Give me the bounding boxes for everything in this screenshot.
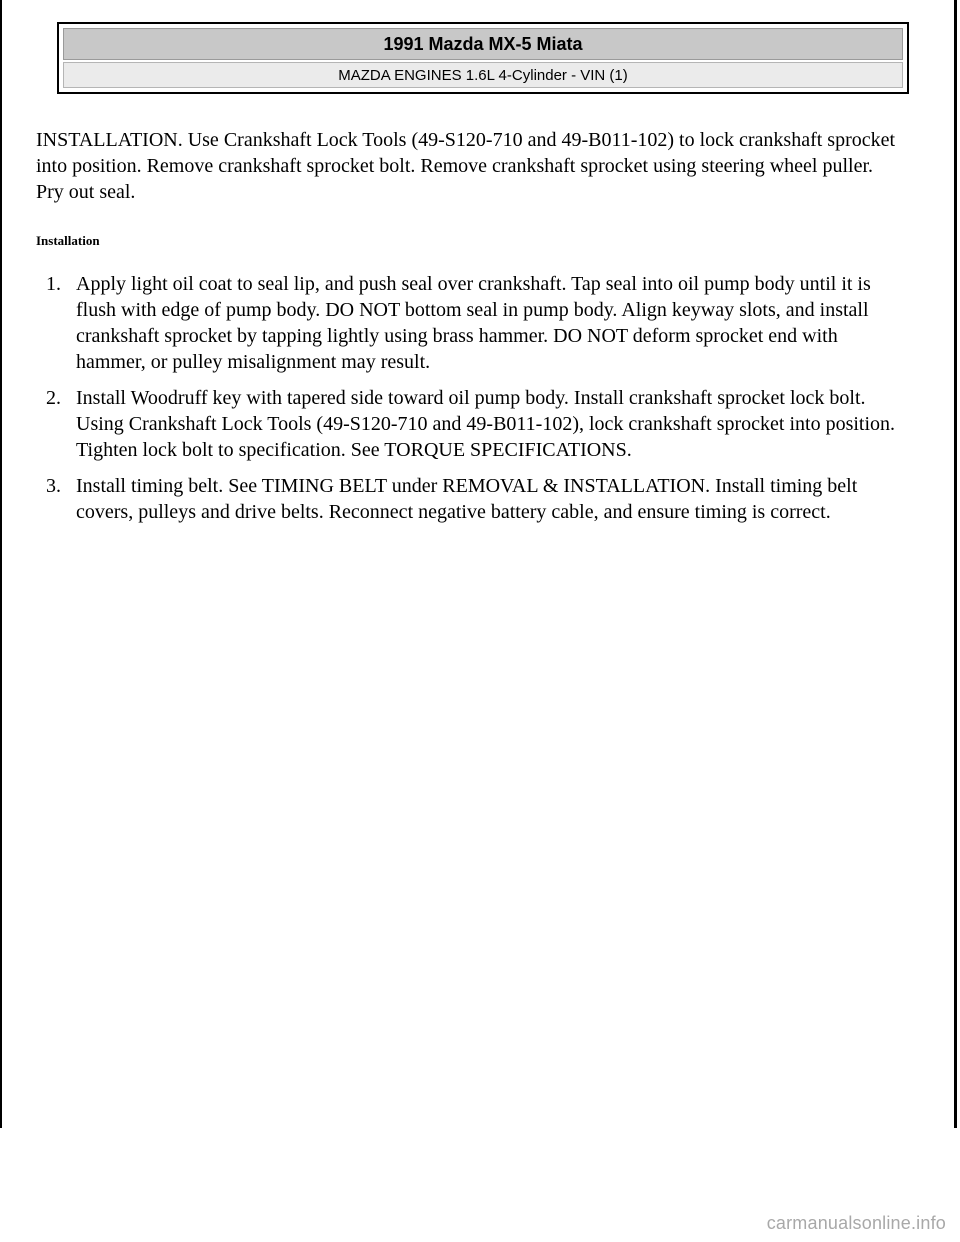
list-item bbox=[36, 473, 904, 525]
list-item bbox=[36, 385, 904, 463]
header-subtitle: MAZDA ENGINES 1.6L 4-Cylinder - VIN (1) bbox=[63, 62, 903, 88]
step-number: 2. bbox=[46, 387, 61, 409]
list-item bbox=[36, 271, 904, 375]
site-watermark: carmanualsonline.info bbox=[766, 1213, 946, 1233]
installation-steps bbox=[36, 271, 904, 525]
document-header bbox=[57, 22, 909, 94]
step-number: 1. bbox=[46, 273, 61, 295]
header-title: 1991 Mazda MX-5 Miata bbox=[63, 28, 903, 60]
step-text: Apply light oil coat to seal lip, and push seal over crankshaft. Tap seal into oil pump body until it is flush with edge of pump body. DO NOT bottom seal in pump body. Align keyway slots, and install crankshaft sprocket by tapping lightly using brass hammer. DO NOT deform sprocket end with hammer, or pulley misalignment may result. bbox=[76, 273, 871, 373]
step-number: 3. bbox=[46, 475, 61, 497]
step-text: Install timing belt. See TIMING BELT under REMOVAL & INSTALLATION. Install timing belt covers, pulleys and drive belts. Reconnect negative battery cable, and ensure timing is correct. bbox=[76, 475, 858, 523]
step-text: Install Woodruff key with tapered side toward oil pump body. Install crankshaft sprocket lock bolt. Using Crankshaft Lock Tools (49-S120-710 and 49-B011-102), lock crankshaft sprocket into position. Tighten lock bolt to specification. See TORQUE SPECIFICATIONS. bbox=[76, 387, 896, 461]
document-body bbox=[36, 127, 904, 535]
intro-paragraph: INSTALLATION. Use Crankshaft Lock Tools (49-S120-710 and 49-B011-102) to lock crankshaft sprocket into position. Remove crankshaft sprocket bolt. Remove crankshaft sprocket using steering wheel puller. Pry out seal. bbox=[36, 129, 896, 203]
section-heading: Installation bbox=[36, 233, 100, 248]
